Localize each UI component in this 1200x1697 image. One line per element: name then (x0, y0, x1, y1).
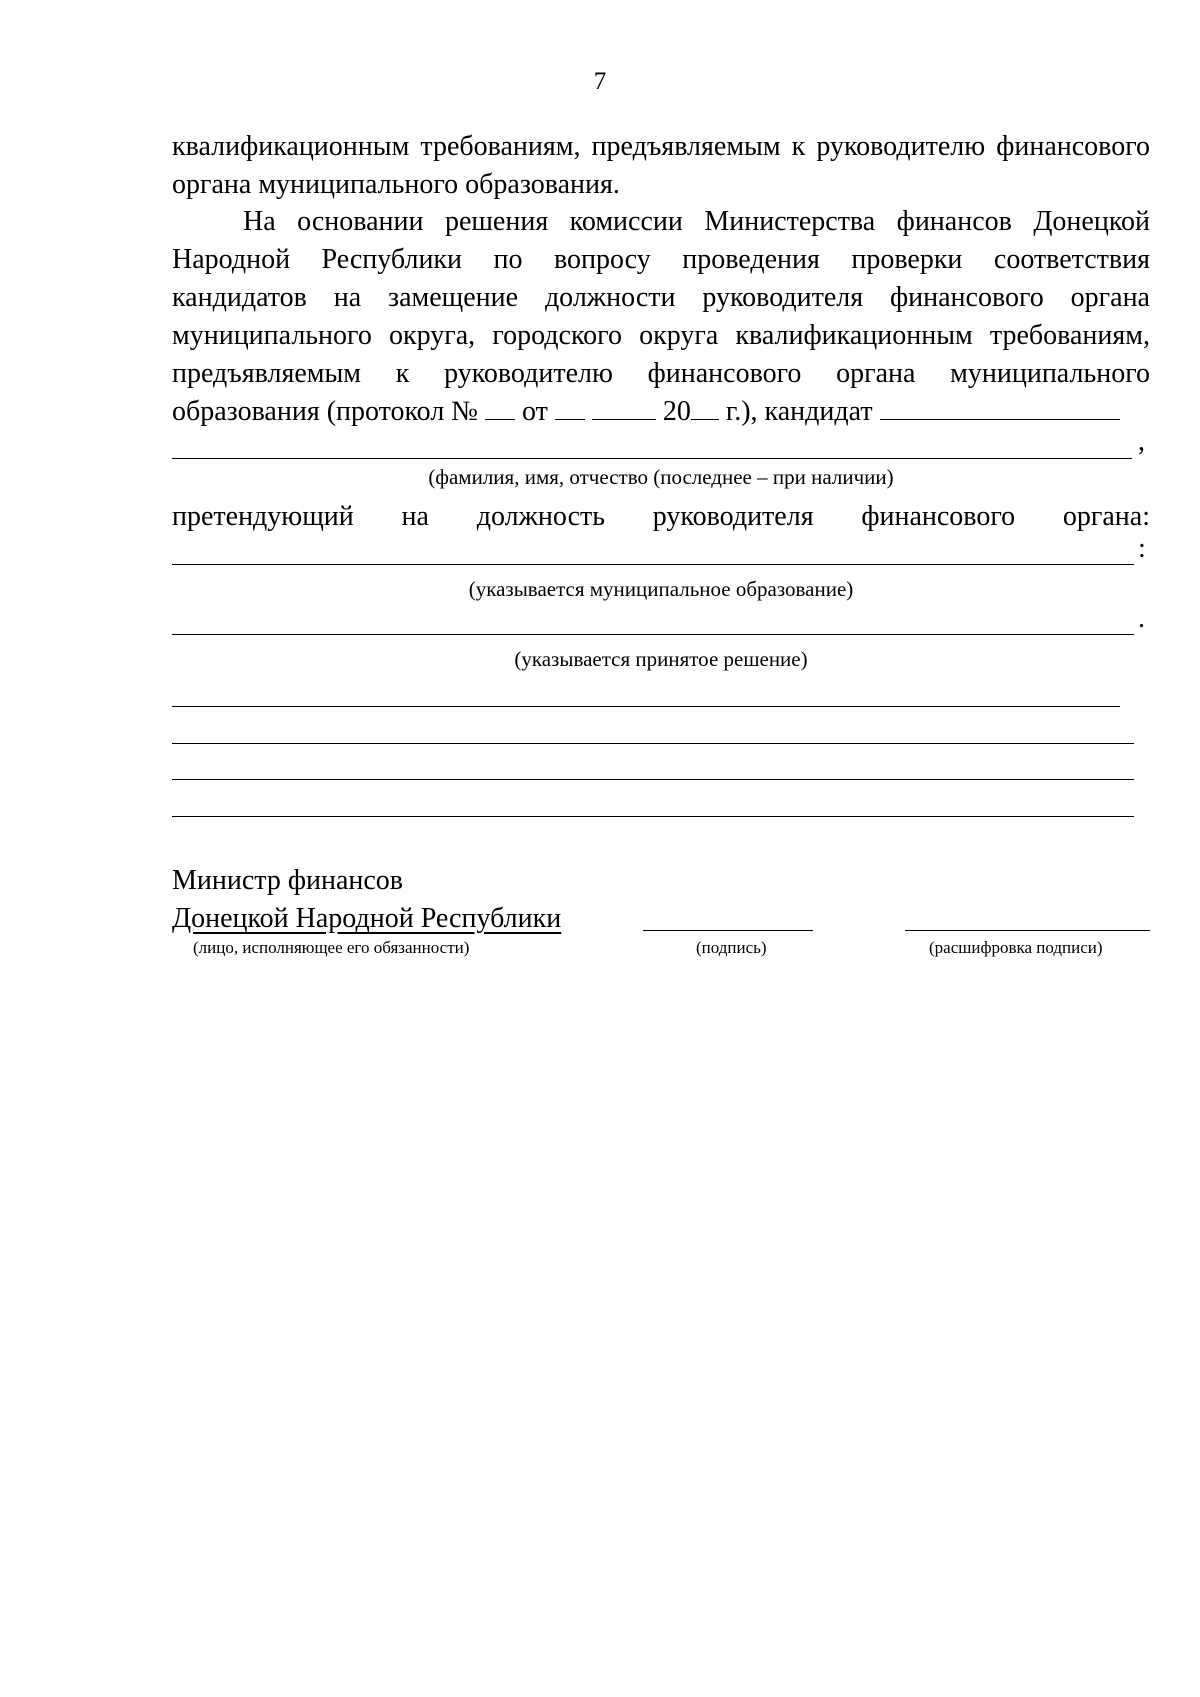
protocol-line (172, 393, 1150, 431)
blank-line-1 (172, 706, 1120, 707)
protocol-year-blank (691, 393, 719, 420)
blank-line-3 (172, 779, 1134, 780)
protocol-number-blank (485, 393, 515, 420)
paragraph-line-1: На основании решения комиссии Министерства финансов Донецкой (243, 206, 1150, 237)
candidate-name-line (172, 458, 1132, 459)
page-number: 7 (593, 68, 607, 95)
body-line-2: органа муниципального образования. (172, 169, 620, 200)
blank-line-4 (172, 816, 1134, 817)
signer-title-line-1: Министр финансов (172, 865, 404, 896)
protocol-year-label: 20 (662, 396, 691, 427)
decision-period: . (1138, 603, 1145, 634)
protocol-label: образования (протокол № (172, 396, 479, 427)
hint-decision: (указывается принятое решение) (514, 647, 808, 671)
protocol-from-label: от (522, 396, 548, 427)
signer-title-line-2: Донецкой Народной Республики (172, 903, 562, 934)
paragraph-line-5: предъявляемым к руководителю финансового органа муниципального (172, 358, 1150, 389)
hint-signer-person: (лицо, исполняющее его обязанности) (193, 938, 470, 957)
candidate-label: г.), кандидат (725, 396, 873, 427)
paragraph-line-2: Народной Республики по вопросу проведения проверки соответствия (172, 244, 1150, 275)
blank-line-2 (172, 743, 1134, 744)
municipality-line (172, 564, 1134, 565)
signature-decode-line (905, 930, 1150, 931)
candidate-comma: , (1138, 426, 1145, 457)
body-line-1: квалификационным требованиям, предъявляемым к руководителю финансового (172, 131, 1150, 162)
decision-line (172, 634, 1134, 635)
municipality-colon: : (1138, 533, 1146, 564)
hint-signature: (подпись) (696, 938, 767, 957)
protocol-month-blank (592, 393, 656, 420)
candidate-blank (880, 393, 1120, 420)
hint-signature-decode: (расшифровка подписи) (929, 938, 1103, 957)
signature-line (643, 930, 813, 931)
paragraph-line-3: кандидатов на замещение должности руководителя финансового органа (172, 282, 1150, 313)
hint-municipality: (указывается муниципальное образование) (468, 577, 854, 601)
hint-full-name: (фамилия, имя, отчество (последнее – при наличии) (428, 465, 894, 489)
paragraph-line-4: муниципального округа, городского округа квалификационным требованиям, (172, 320, 1150, 351)
protocol-day-blank (555, 393, 585, 420)
applying-line: претендующий на должность руководителя финансового органа: (172, 501, 1150, 532)
